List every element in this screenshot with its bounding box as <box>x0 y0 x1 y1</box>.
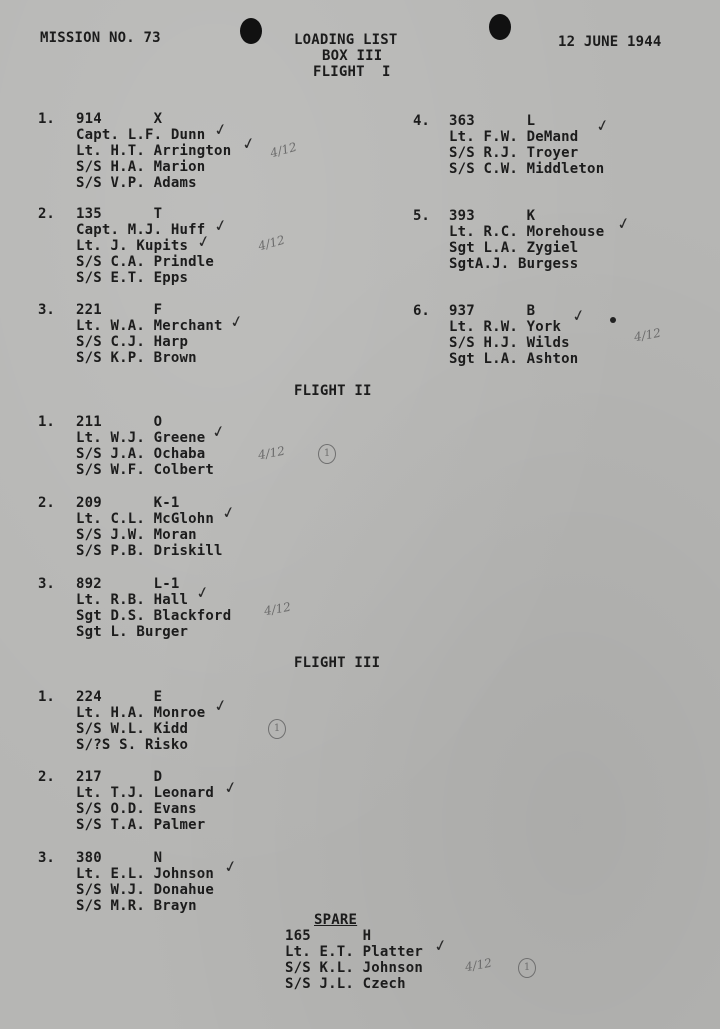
crew-member: Lt. H.A. Monroe <box>76 705 206 721</box>
check-mark-icon: ✓ <box>240 132 258 155</box>
check-mark-icon: ✓ <box>222 776 240 799</box>
crew-member: Lt. R.C. Morehouse <box>449 224 605 240</box>
check-mark-icon: ✓ <box>570 304 588 327</box>
crew-member: SgtA.J. Burgess <box>449 256 579 272</box>
check-mark-icon: ✓ <box>220 501 238 524</box>
plane-id: 209 K-1 <box>76 495 180 511</box>
check-mark-icon: ✓ <box>432 934 450 957</box>
plane-id: 363 L <box>449 113 536 129</box>
crew-member: Sgt D.S. Blackford <box>76 608 232 624</box>
crew-member: S/S W.L. Kidd <box>76 721 189 737</box>
spare-heading: SPARE <box>314 912 358 928</box>
crew-member: S/S J.A. Ochaba <box>76 446 206 462</box>
crew-member: Lt. E.T. Platter <box>285 944 424 960</box>
crew-member: S/S C.J. Harp <box>76 334 189 350</box>
crew-member: S/S J.W. Moran <box>76 527 197 543</box>
check-mark-icon: ✓ <box>212 694 230 717</box>
crew-member: Lt. F.W. DeMand <box>449 129 579 145</box>
box-label: BOX III <box>322 48 383 64</box>
crew-member: Lt. W.A. Merchant <box>76 318 223 334</box>
plane-id: 211 O <box>76 414 163 430</box>
crew-member: Sgt L. Burger <box>76 624 189 640</box>
check-mark-icon: ✓ <box>222 855 240 878</box>
crew-member: S/S H.J. Wilds <box>449 335 570 351</box>
crew-member: S/S J.L. Czech <box>285 976 406 992</box>
circled-mark: 1 <box>518 958 536 978</box>
crew-member: S/S P.B. Driskill <box>76 543 223 559</box>
flight-iii-heading: FLIGHT III <box>294 655 381 671</box>
crew-member: S/S V.P. Adams <box>76 175 197 191</box>
check-mark-icon: ✓ <box>212 118 230 141</box>
crew-member: S/?S S. Risko <box>76 737 189 753</box>
crew-member: Lt. C.L. McGlohn <box>76 511 215 527</box>
check-mark-icon: ✓ <box>615 212 633 235</box>
date: 12 JUNE 1944 <box>558 34 662 50</box>
crew-member: Lt. W.J. Greene <box>76 430 206 446</box>
check-mark-icon: ✓ <box>194 581 212 604</box>
crew-member: Lt. E.L. Johnson <box>76 866 215 882</box>
check-mark-icon: ✓ <box>594 114 612 137</box>
punch-hole <box>240 18 262 44</box>
crew-member: Capt. L.F. Dunn <box>76 127 206 143</box>
spare-plane-id: 165 H <box>285 928 372 944</box>
crew-member: S/S K.P. Brown <box>76 350 197 366</box>
plane-id: 221 F <box>76 302 163 318</box>
pencil-note: 4/12 <box>262 599 292 619</box>
flight-i-heading: FLIGHT I <box>313 64 391 80</box>
mission-number: MISSION NO. 73 <box>40 30 161 46</box>
crew-member: Sgt L.A. Zygiel <box>449 240 579 256</box>
crew-member: S/S R.J. Troyer <box>449 145 579 161</box>
pencil-note: 4/12 <box>256 443 286 463</box>
crew-member: Lt. J. Kupits <box>76 238 189 254</box>
crew-member: S/S W.F. Colbert <box>76 462 215 478</box>
crew-member: Lt. R.W. York <box>449 319 562 335</box>
crew-member: S/S E.T. Epps <box>76 270 189 286</box>
plane-id: 914 X <box>76 111 163 127</box>
crew-member: Lt. H.T. Arrington <box>76 143 232 159</box>
pencil-note: 4/12 <box>463 955 493 975</box>
circled-mark: 1 <box>318 444 336 464</box>
check-mark-icon: ✓ <box>195 230 213 253</box>
flight-ii-heading: FLIGHT II <box>294 383 372 399</box>
circled-mark: 1 <box>268 719 286 739</box>
pencil-note: 4/12 <box>256 232 287 254</box>
crew-member: S/S C.A. Prindle <box>76 254 215 270</box>
plane-id: 135 T <box>76 206 163 222</box>
check-mark-icon: ✓ <box>228 310 246 333</box>
plane-id: 380 N <box>76 850 163 866</box>
plane-id: 224 E <box>76 689 163 705</box>
crew-member: S/S W.J. Donahue <box>76 882 215 898</box>
pencil-note: 4/12 <box>268 139 299 161</box>
document-page: MISSION NO. 73 LOADING LIST BOX III FLIGHT I 12 JUNE 1944 1. 914 X Capt. L.F. Dunn Lt. H.T. Arrington S/S H.A. Marion S/S V.P. Adams 2. 135 T Capt. M.J. Huff Lt. J. Kupits S/S C.A. Prindle S/S E.T. Epps 3. 221 F Lt. W.A. Merchant S/S C.J. Harp S/S K.P. Brown 4. 363 L Lt. F.W. DeMand S/S R.J. Troyer S/S C.W. Middleton 5. 393 K Lt. R.C. Morehouse Sgt L.A. Zygiel SgtA.J. Burgess 6. 937 B Lt. R.W. York S/S H.J. Wilds Sgt L.A. Ashton FLIGHT II 1. 211 O Lt. W.J. Greene S/S J.A. Ochaba S/S W.F. Colbert 2. 209 K-1 Lt. C.L. McGlohn S/S J.W. Moran S/S P.B. Driskill 3. 892 L-1 Lt. R.B. Hall Sgt D.S. Blackford Sgt L. Burger FLIGHT III 1. 224 E Lt. H.A. Monroe S/S W.L. Kidd S/?S S. Risko 2. 217 D Lt. T.J. Leonard S/S O.D. Evans S/S T.A. Palmer 3. 380 N Lt. E.L. Johnson S/S W.J. Donahue S/S M.R. Brayn SPARE 165 H Lt. E.T. Platter S/S K.L. Johnson S/S J.L. Czech ✓ ✓ ✓ ✓ ✓ ✓ ✓ ✓ ✓ ✓ ✓ ✓ ✓ ✓ ✓ 4/12 4/12 4/12 4/12 4/12 4/12 1 1 1 <box>0 0 720 1029</box>
crew-member: S/S K.L. Johnson <box>285 960 424 976</box>
crew-member: Lt. T.J. Leonard <box>76 785 215 801</box>
plane-id: 937 B <box>449 303 536 319</box>
crew-member: S/S O.D. Evans <box>76 801 197 817</box>
crew-member: Capt. M.J. Huff <box>76 222 206 238</box>
crew-member: Lt. R.B. Hall <box>76 592 189 608</box>
pencil-note: 4/12 <box>632 325 662 345</box>
punch-hole <box>489 14 511 40</box>
check-mark-icon: ✓ <box>210 420 228 443</box>
crew-member: S/S T.A. Palmer <box>76 817 206 833</box>
document-title: LOADING LIST <box>294 32 398 48</box>
crew-member: S/S M.R. Brayn <box>76 898 197 914</box>
plane-id: 393 K <box>449 208 536 224</box>
plane-id: 217 D <box>76 769 163 785</box>
crew-member: Sgt L.A. Ashton <box>449 351 579 367</box>
crew-member: S/S C.W. Middleton <box>449 161 605 177</box>
ink-dot <box>610 317 616 323</box>
crew-member: S/S H.A. Marion <box>76 159 206 175</box>
plane-id: 892 L-1 <box>76 576 180 592</box>
check-mark-icon: ✓ <box>212 214 230 237</box>
